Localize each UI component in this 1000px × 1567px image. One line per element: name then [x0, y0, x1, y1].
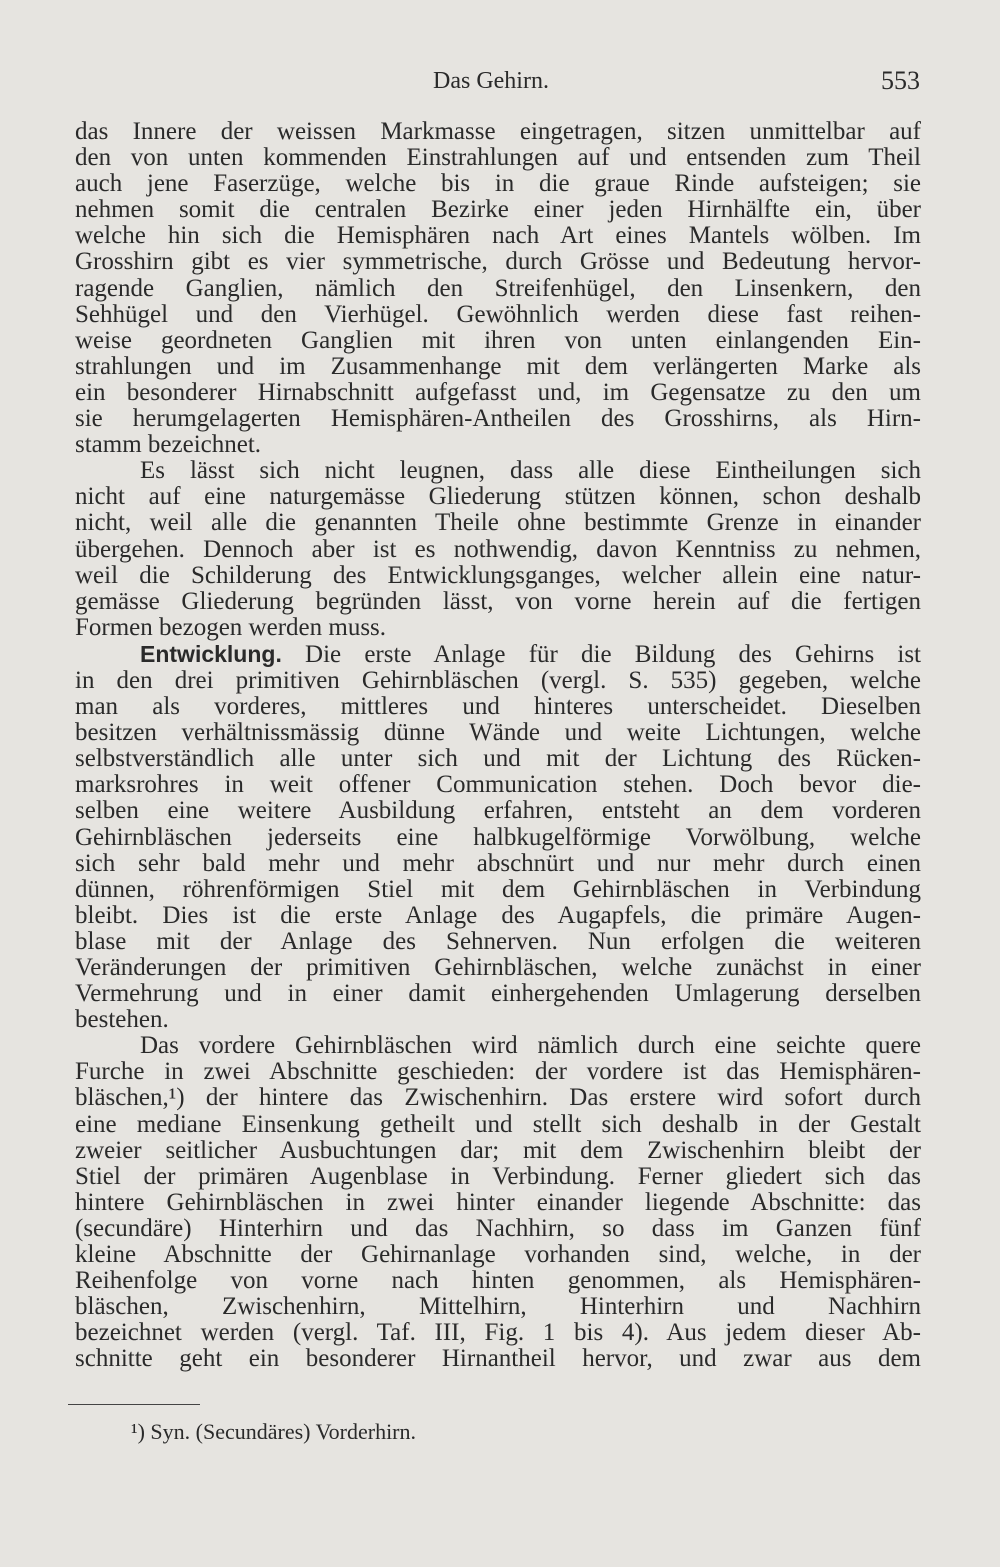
text-line: in den drei primitiven Gehirnbläschen (vergl. S. 535) gegeben, welche	[75, 667, 921, 694]
text-line: stamm bezeichnet.	[75, 432, 262, 459]
text-line: sich sehr bald mehr und mehr abschnürt und nur mehr durch einen	[75, 850, 921, 877]
text-line: nicht auf eine naturgemässe Gliederung stützen können, schon deshalb	[75, 484, 921, 511]
text-line: weise geordneten Ganglien mit ihren von unten einlangenden Ein-	[75, 327, 921, 354]
text-line: Furche in zwei Abschnitte geschieden: der vordere ist das Hemisphären-	[75, 1059, 921, 1086]
text-run: Die erste Anlage für die Bildung des Gehirns ist	[281, 640, 921, 668]
text-line: ragende Ganglien, nämlich den Streifenhügel, den Linsenkern, den	[75, 275, 921, 302]
text-line: kleine Abschnitte der Gehirnanlage vorhanden sind, welche, in der	[75, 1242, 921, 1269]
page-number: 553	[881, 66, 920, 95]
text-line: zweier seitlicher Ausbuchtungen dar; mit dem Zwischenhirn bleibt der	[75, 1137, 921, 1164]
text-line: marksrohres in weit offener Communication stehen. Doch bevor die-	[75, 772, 921, 799]
running-title: Das Gehirn.	[433, 68, 549, 94]
text-line: Es lässt sich nicht leugnen, dass alle diese Eintheilungen sich	[140, 458, 921, 485]
footnote: ¹) Syn. (Secundäres) Vorderhirn.	[131, 1419, 417, 1444]
text-line: selbstverständlich alle unter sich und mit der Lichtung des Rücken-	[75, 746, 921, 773]
text-line: hintere Gehirnbläschen in zwei hinter einander liegende Abschnitte: das	[75, 1189, 921, 1216]
text-line: weil die Schilderung des Entwicklungsganges, welcher allein eine natur-	[75, 562, 921, 589]
text-line: bezeichnet werden (vergl. Taf. III, Fig. 1 bis 4). Aus jedem dieser Ab-	[75, 1320, 921, 1347]
paragraph	[75, 119, 921, 458]
footnote-divider	[68, 1404, 200, 1405]
text-line: schnitte geht ein besonderer Hirnantheil hervor, und zwar aus dem	[75, 1346, 921, 1373]
text-line: gemässe Gliederung begründen lässt, von vorne herein auf die fertigen	[75, 588, 921, 615]
text-line: Stiel der primären Augenblase in Verbindung. Ferner gliedert sich das	[75, 1163, 921, 1190]
text-line: strahlungen und im Zusammenhange mit dem verlängerten Marke als	[75, 353, 921, 380]
text-line: Veränderungen der primitiven Gehirnbläschen, welche zunächst in einer	[75, 955, 921, 981]
text-line: Vermehrung und in einer damit einhergehenden Umlagerung derselben	[75, 981, 921, 1008]
text-line: Das vordere Gehirnbläschen wird nämlich durch eine seichte quere	[140, 1033, 921, 1060]
text-line: Gehirnbläschen jederseits eine halbkugelförmige Vorwölbung, welche	[75, 824, 921, 851]
body-text	[75, 119, 921, 1373]
text-line: das Innere der weissen Markmasse eingetragen, sitzen unmittelbar auf	[75, 119, 921, 145]
text-line: Grosshirn gibt es vier symmetrische, durch Grösse und Bedeutung hervor-	[75, 249, 921, 276]
text-line: ein besonderer Hirnabschnitt aufgefasst und, im Gegensatze zu den um	[75, 379, 921, 406]
text-line: Reihenfolge von vorne nach hinten genommen, als Hemisphären-	[75, 1268, 921, 1295]
text-line: nicht, weil alle die genannten Theile ohne bestimmte Grenze in einander	[75, 510, 921, 537]
running-head	[0, 64, 1000, 98]
text-line: bestehen.	[75, 1007, 169, 1034]
text-line: blase mit der Anlage des Sehnerven. Nun erfolgen die weiteren	[75, 928, 921, 955]
text-line: bleibt. Dies ist die erste Anlage des Augapfels, die primäre Augen-	[75, 902, 921, 929]
text-line: dünnen, röhrenförmigen Stiel mit dem Gehirnbläschen in Verbindung	[75, 876, 921, 903]
text-line: eine mediane Einsenkung getheilt und stellt sich deshalb in der Gestalt	[75, 1111, 921, 1138]
paragraph	[75, 458, 921, 641]
text-line: Formen bezogen werden muss.	[75, 614, 387, 641]
text-line: bläschen, Zwischenhirn, Mittelhirn, Hinterhirn und Nachhirn	[75, 1294, 921, 1321]
text-line: welche hin sich die Hemisphären nach Art eines Mantels wölben. Im	[75, 223, 921, 250]
text-line: selben eine weitere Ausbildung erfahren, entsteht an dem vorderen	[75, 798, 921, 825]
section-heading: Entwicklung.	[140, 640, 282, 667]
paragraph	[75, 1033, 921, 1372]
text-line: besitzen verhältnissmässig dünne Wände und weite Lichtungen, welche	[75, 720, 921, 747]
text-line: Sehhügel und den Vierhügel. Gewöhnlich werden diese fast reihen-	[75, 301, 921, 328]
text-line: nehmen somit die centralen Bezirke einer jeden Hirnhälfte ein, über	[75, 197, 921, 224]
text-line: übergehen. Dennoch aber ist es nothwendig, davon Kenntniss zu nehmen,	[75, 536, 921, 563]
text-line: sie herumgelagerten Hemisphären-Antheilen des Grosshirns, als Hirn-	[75, 406, 921, 433]
paragraph	[75, 641, 921, 1033]
text-line: (secundäre) Hinterhirn und das Nachhirn, so dass im Ganzen fünf	[75, 1215, 921, 1242]
text-line: den von unten kommenden Einstrahlungen auf und entsenden zum Theil	[75, 145, 921, 172]
text-line: auch jene Faserzüge, welche bis in die graue Rinde aufsteigen; sie	[75, 171, 921, 198]
text-line: bläschen,¹) der hintere das Zwischenhirn. Das erstere wird sofort durch	[75, 1085, 921, 1112]
text-line	[75, 641, 921, 668]
text-line: man als vorderes, mittleres und hinteres unterscheidet. Dieselben	[75, 694, 921, 721]
